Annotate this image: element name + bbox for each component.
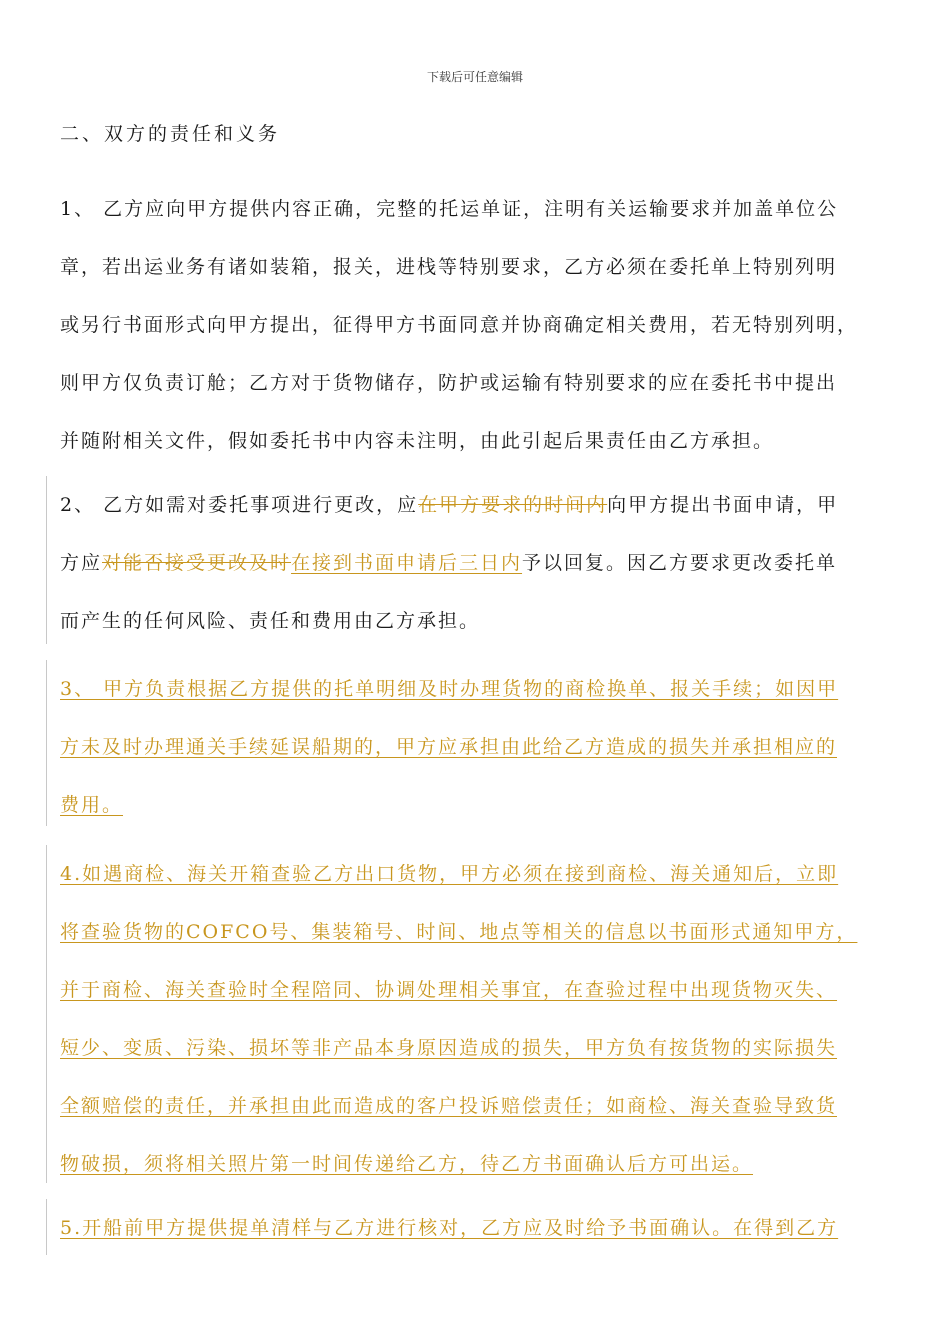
clause-2-line (60, 534, 898, 592)
clause-4-line: 物破损，须将相关照片第一时间传递给乙方，待乙方书面确认后方可出运。 (60, 1153, 754, 1175)
clause-4-line: 并于商检、海关查验时全程陪同、协调处理相关事宜，在查验过程中出现货物灭失、 (60, 979, 838, 1001)
deleted-text: 对能否接受更改及时 (102, 552, 292, 574)
clause-2 (60, 476, 898, 650)
section-title: 二、双方的责任和义务 (60, 123, 281, 145)
clause-1-line: 并随附相关文件，假如委托书中内容未注明，由此引起后果责任由乙方承担。 (60, 430, 775, 452)
clause-4-line: 全额赔偿的责任，并承担由此而造成的客户投诉赔偿责任；如商检、海关查验导致货 (60, 1095, 838, 1117)
clause-5 (60, 1199, 898, 1257)
clause-2-line (60, 476, 898, 534)
clause-5-line: 5.开船前甲方提供提单清样与乙方进行核对，乙方应及时给予书面确认。在得到乙方 (60, 1217, 839, 1239)
clause-2-text: 2、 乙方如需对委托事项进行更改，应 (60, 494, 419, 516)
clause-3-line: 费用。 (60, 794, 124, 816)
clause-4-line: 短少、变质、污染、损坏等非产品本身原因造成的损失，甲方负有按货物的实际损失 (60, 1037, 838, 1059)
clause-2-text: 予以回复。因乙方要求更改委托单 (522, 552, 838, 574)
clause-2-text: 向甲方提出书面申请，甲 (607, 494, 839, 516)
clause-3-line: 3、 甲方负责根据乙方提供的托单明细及时办理货物的商检换单、报关手续；如因甲 (60, 678, 839, 700)
revision-bar (46, 660, 47, 826)
deleted-text: 在甲方要求的时间内 (418, 494, 608, 516)
clause-4-line: 将查验货物的COFCO号、集装箱号、时间、地点等相关的信息以书面形式通知甲方， (60, 921, 858, 943)
clause-1-line: 或另行书面形式向甲方提出，征得甲方书面同意并协商确定相关费用，若无特别列明， (60, 314, 859, 336)
clause-4-line: 4.如遇商检、海关开箱查验乙方出口货物，甲方必须在接到商检、海关通知后，立即 (60, 863, 839, 885)
clause-3 (60, 660, 898, 834)
clause-2-line: 而产生的任何风险、责任和费用由乙方承担。 (60, 610, 481, 632)
clause-1-line: 则甲方仅负责订舱；乙方对于货物储存，防护或运输有特别要求的应在委托书中提出 (60, 372, 838, 394)
inserted-text: 在接到书面申请后三日内 (291, 552, 523, 574)
clause-2-text: 方应 (60, 552, 103, 574)
clause-3-line: 方未及时办理通关手续延误船期的，甲方应承担由此给乙方造成的损失并承担相应的 (60, 736, 838, 758)
revision-bar (46, 845, 47, 1183)
revision-bar (46, 1199, 47, 1255)
revision-bar (46, 476, 47, 644)
page-header: 下载后可任意编辑 (426, 70, 523, 84)
clause-1 (60, 180, 898, 470)
clause-1-line: 1、 乙方应向甲方提供内容正确，完整的托运单证，注明有关运输要求并加盖单位公 (60, 198, 839, 220)
clause-4 (60, 845, 898, 1193)
clause-1-line: 章，若出运业务有诸如装箱，报关，进栈等特别要求，乙方必须在委托单上特别列明 (60, 256, 838, 278)
